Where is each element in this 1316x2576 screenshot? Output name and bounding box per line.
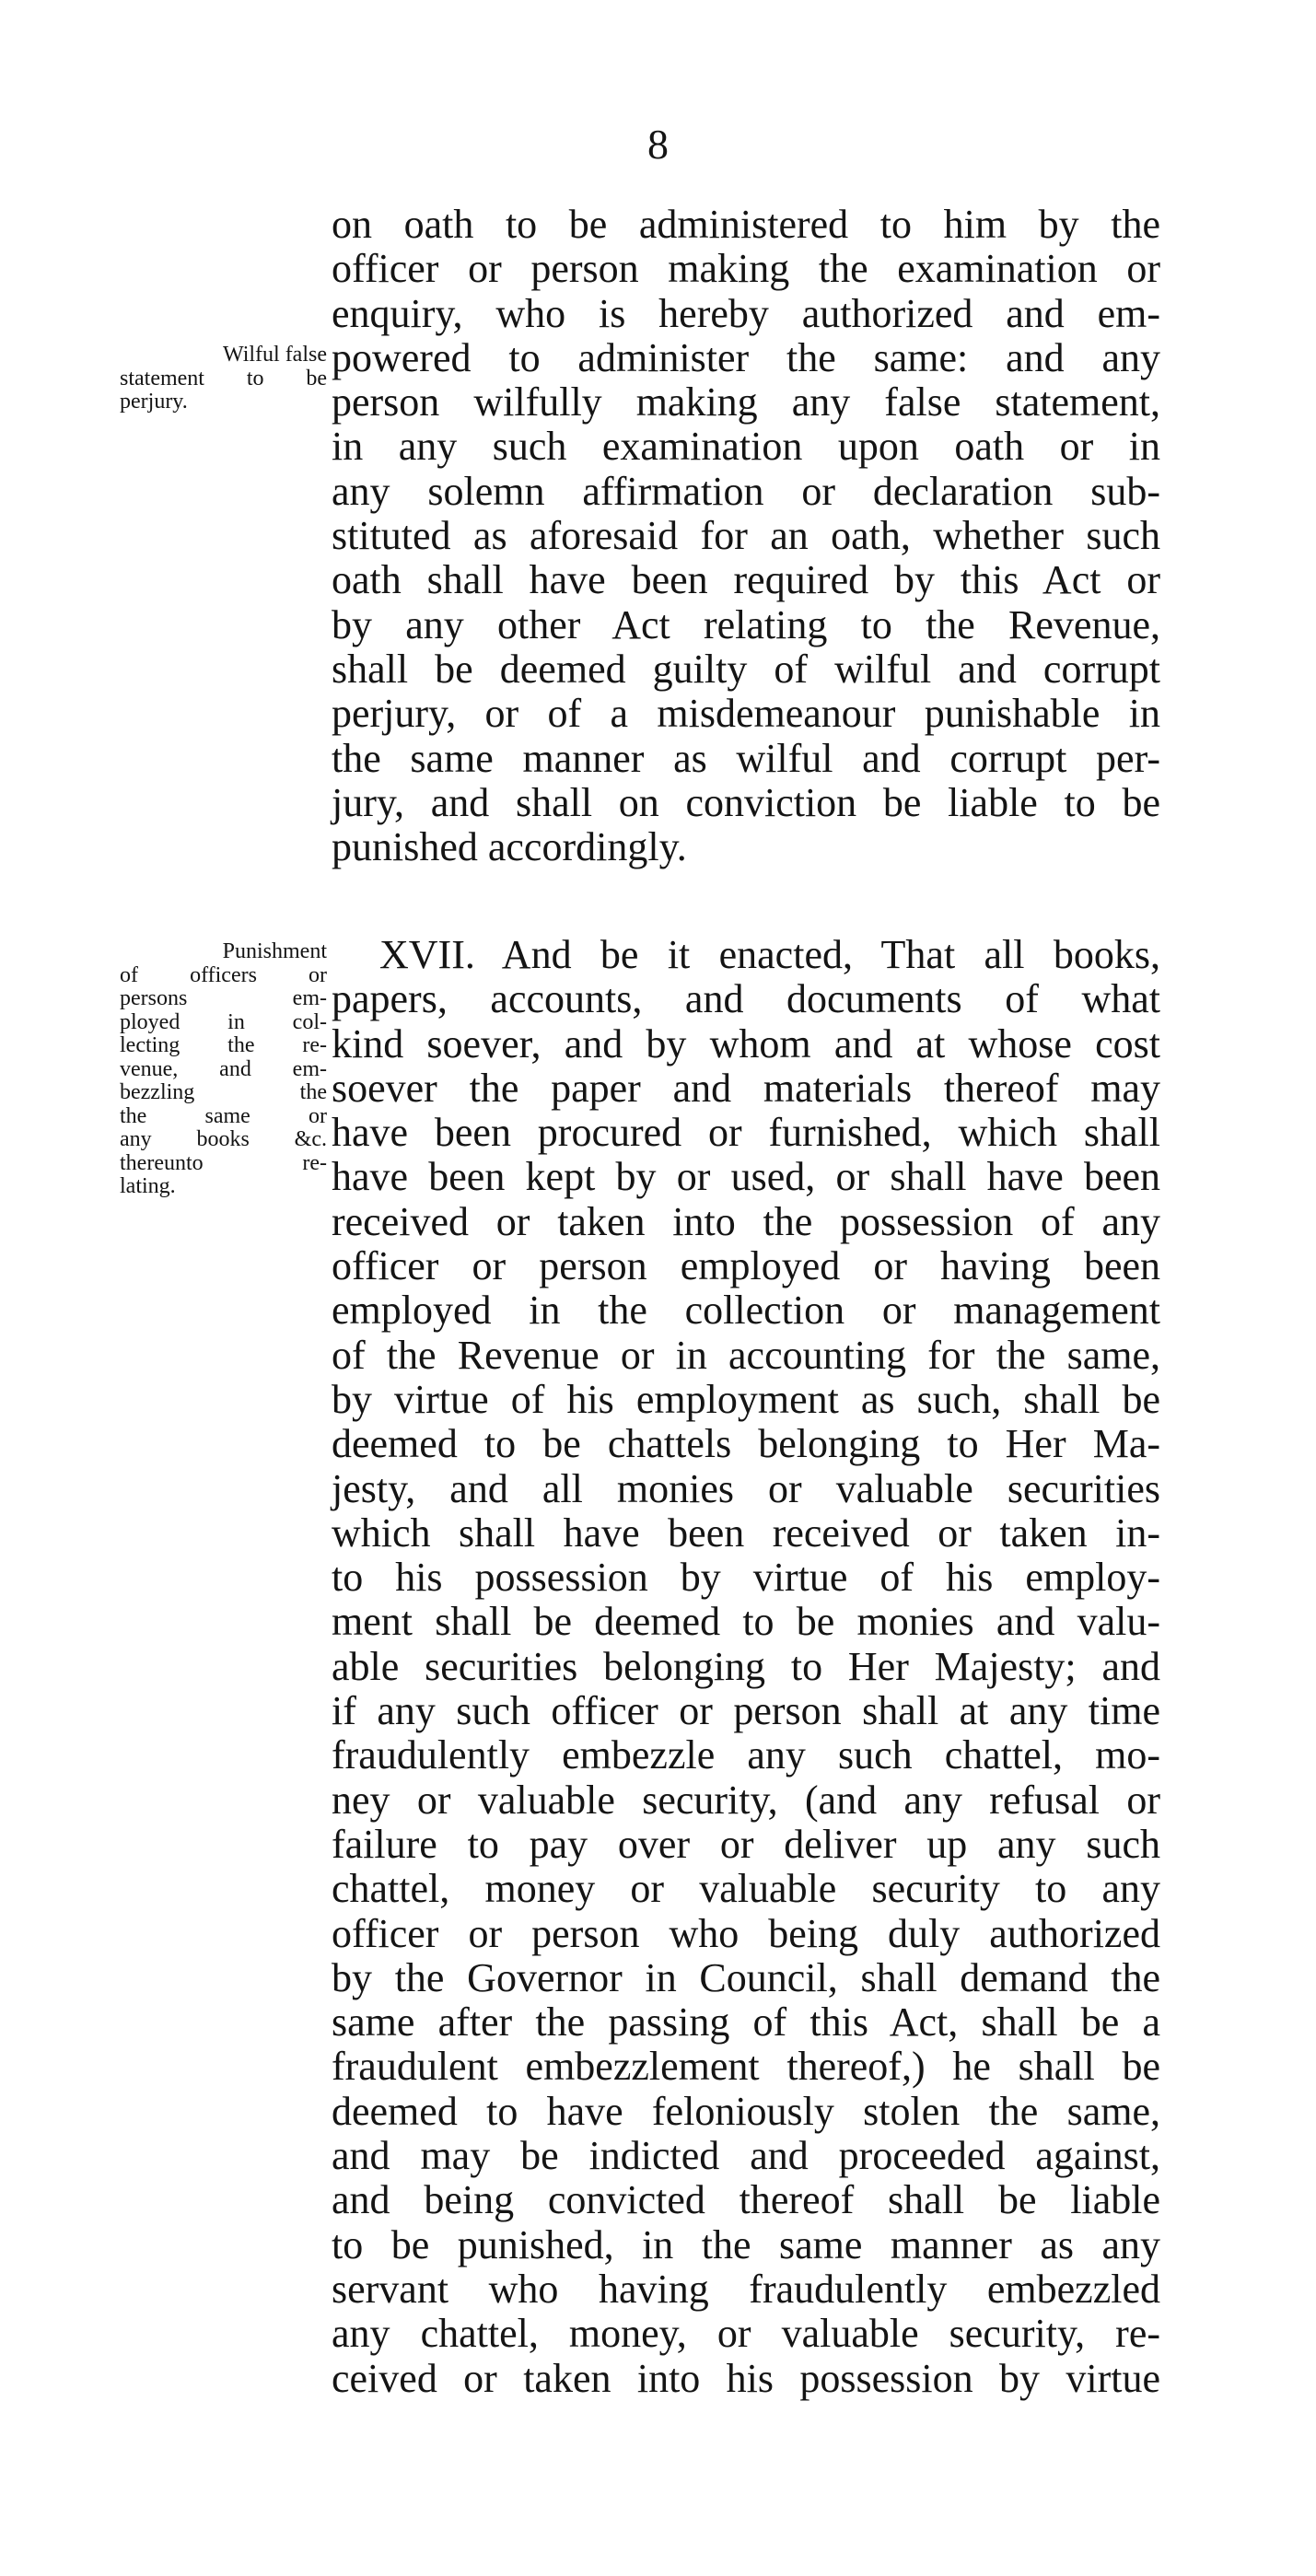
text-line: able securities belonging to Her Majesty; and: [332, 1643, 1160, 1689]
text-line: officer or person making the examination or: [332, 246, 1160, 292]
text-line: punished accordingly.: [332, 824, 687, 870]
text-line: have been kept by or used, or shall have been: [332, 1154, 1160, 1200]
text-line: employed in the collection or management: [332, 1288, 1160, 1334]
text-line: officer or person who being duly authorized: [332, 1910, 1160, 1956]
margin-note-wilful-false-statement: [120, 344, 327, 414]
text-line: same after the passing of this Act, shall be a: [332, 1999, 1160, 2046]
text-line: which shall have been received or taken in-: [332, 1509, 1160, 1556]
text-line: have been procured or furnished, which shall: [332, 1110, 1160, 1156]
text-line: kind soever, and by whom and at whose cost: [332, 1020, 1160, 1067]
margin-note-line: persons em-: [120, 986, 327, 1010]
margin-note-line: Wilful false: [223, 343, 327, 367]
section-16-text: [332, 203, 1160, 869]
text-line: of the Revenue or in accounting for the same,: [332, 1332, 1160, 1378]
text-line: and may be indicted and proceeded against,: [332, 2133, 1160, 2179]
text-line: officer or person employed or having been: [332, 1243, 1160, 1289]
margin-note-punishment: [120, 940, 327, 1199]
text-line: any solemn affirmation or declaration sub-: [332, 468, 1160, 514]
text-line: on oath to be administered to him by the: [332, 202, 1160, 247]
text-line: by any other Act relating to the Revenue,: [332, 601, 1160, 647]
margin-note-line: venue, and em-: [120, 1056, 327, 1081]
margin-note-line: lating.: [120, 1174, 176, 1198]
section-heading-line: XVII. And be it enacted, That all books,: [379, 932, 1160, 977]
margin-note-line: perjury.: [120, 390, 188, 414]
text-line: powered to administer the same: and any: [332, 334, 1160, 380]
margin-note-line: the same or: [120, 1103, 327, 1128]
text-line: to his possession by virtue of his employ-: [332, 1555, 1160, 1601]
text-line: stituted as aforesaid for an oath, whether such: [332, 513, 1160, 559]
text-line: servant who having fraudulently embezzled: [332, 2266, 1160, 2312]
text-line: jesty, and all monies or valuable securities: [332, 1465, 1160, 1511]
text-line: by virtue of his employment as such, shall be: [332, 1376, 1160, 1422]
margin-note-line: lecting the re-: [120, 1033, 327, 1057]
text-line: to be punished, in the same manner as any: [332, 2221, 1160, 2267]
margin-note-line: any books &c.: [120, 1127, 327, 1151]
text-line: person wilfully making any false statement,: [332, 379, 1160, 425]
text-line: failure to pay over or deliver up any such: [332, 1821, 1160, 1867]
text-line: fraudulently embezzle any such chattel, mo-: [332, 1732, 1160, 1778]
text-line: soever the paper and materials thereof may: [332, 1065, 1160, 1111]
margin-note-line: bezzling the: [120, 1080, 327, 1104]
text-line: if any such officer or person shall at any time: [332, 1688, 1160, 1734]
text-line: ceived or taken into his possession by virtue: [332, 2355, 1160, 2401]
text-line: ment shall be deemed to be monies and valu-: [332, 1599, 1160, 1645]
page-number: 8: [647, 121, 669, 168]
text-line: the same manner as wilful and corrupt per-: [332, 735, 1160, 781]
text-line: chattel, money or valuable security to any: [332, 1866, 1160, 1912]
text-line: perjury, or of a misdemeanour punishable in: [332, 691, 1160, 737]
margin-note-line: statement to be: [120, 366, 327, 390]
text-line: shall be deemed guilty of wilful and corrupt: [332, 646, 1160, 692]
text-line: papers, accounts, and documents of what: [332, 976, 1160, 1022]
section-17-text: [332, 933, 1160, 2401]
text-line: deemed to be chattels belonging to Her Ma-: [332, 1421, 1160, 1467]
margin-note-line: ployed in col-: [120, 1009, 327, 1034]
text-line: any chattel, money, or valuable security, re-: [332, 2311, 1160, 2357]
text-line: fraudulent embezzlement thereof,) he shall be: [332, 2044, 1160, 2090]
text-line: received or taken into the possession of any: [332, 1198, 1160, 1244]
text-line: by the Governor in Council, shall demand the: [332, 1954, 1160, 2000]
margin-note-line: Punishment: [222, 939, 327, 963]
text-line: ney or valuable security, (and any refusal or: [332, 1777, 1160, 1823]
text-line: jury, and shall on conviction be liable to be: [332, 779, 1160, 825]
text-line: and being convicted thereof shall be liable: [332, 2177, 1160, 2223]
text-line: in any such examination upon oath or in: [332, 424, 1160, 470]
text-line: oath shall have been required by this Act or: [332, 557, 1160, 603]
margin-note-line: of officers or: [120, 962, 327, 987]
margin-note-line: thereunto re-: [120, 1150, 327, 1175]
text-line: deemed to have feloniously stolen the same,: [332, 2088, 1160, 2134]
text-line: enquiry, who is hereby authorized and em-: [332, 290, 1160, 336]
